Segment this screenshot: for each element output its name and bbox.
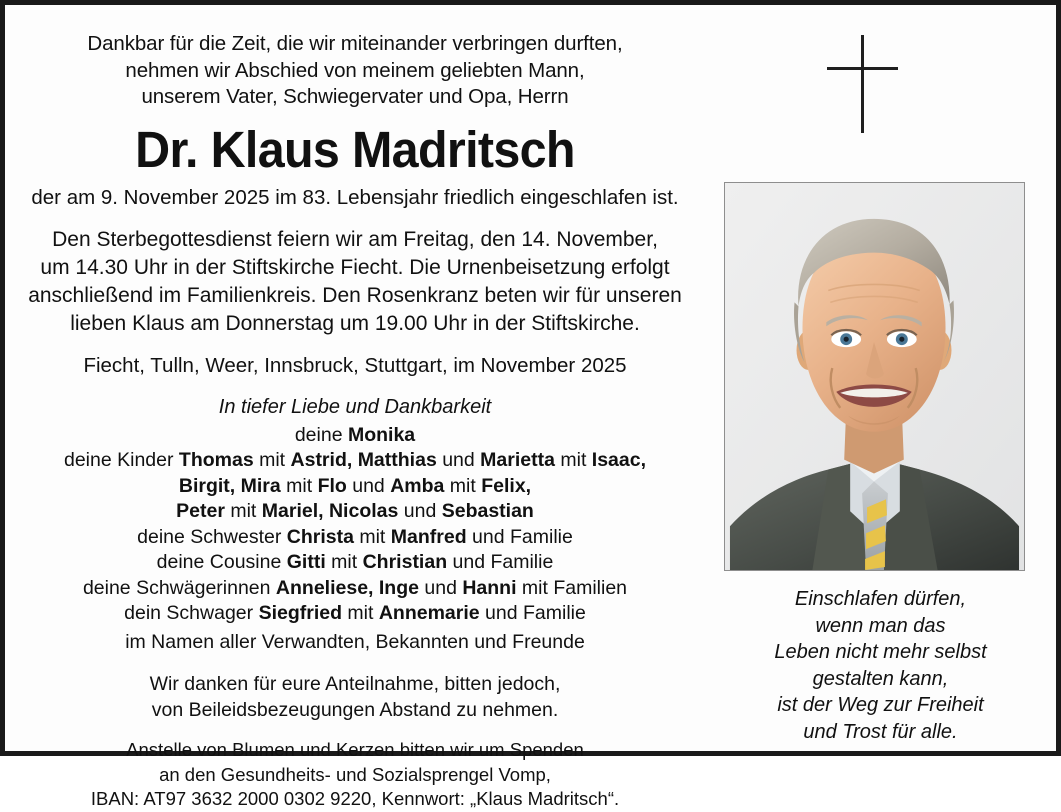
family-relation-text: mit	[554, 449, 592, 471]
intro-line-2: nehmen wir Abschied von meinem geliebten Mann,	[125, 58, 585, 82]
family-relation-text: deine Cousine	[156, 551, 287, 573]
places-line: Fiecht, Tulln, Weer, Innsbruck, Stuttgart, im November 2025	[83, 353, 627, 377]
family-member-name: Christa	[286, 525, 354, 548]
memorial-verse	[705, 586, 1056, 745]
obituary-side-column	[705, 5, 1056, 751]
donation-iban-line: IBAN: AT97 3632 2000 0302 9220, Kennwort: „Klaus Madritsch“.	[90, 788, 620, 809]
family-relation-text: mit	[224, 500, 262, 522]
family-member-name: Flo	[317, 474, 347, 497]
family-member-name: Gitti	[286, 551, 326, 573]
family-member-name: Sebastian	[441, 500, 534, 522]
thanks-line-2: von Beileidsbezeugungen Abstand zu nehmen.	[151, 699, 559, 721]
family-relation-text: deine Schwägerinnen	[82, 576, 276, 599]
intro-line-3: unserem Vater, Schwiegervater und Opa, Herrn	[141, 85, 569, 108]
obituary-text-column	[5, 5, 705, 809]
portrait-photo	[724, 182, 1025, 571]
family-line	[19, 499, 691, 525]
family-relation-text: mit	[353, 525, 391, 548]
age-line: der am 9. November 2025 im 83. Lebensjahr friedlich eingeschlafen ist.	[31, 185, 679, 209]
family-member-name: Amba	[390, 474, 445, 497]
family-member-name: Hanni	[462, 576, 517, 599]
family-line	[19, 525, 691, 551]
family-line	[19, 423, 691, 449]
family-relation-text: und	[346, 474, 391, 497]
family-member-name: Felix,	[481, 474, 532, 497]
family-line	[19, 550, 691, 576]
family-relation-text: und	[436, 449, 481, 471]
family-member-name: Isaac,	[591, 449, 647, 471]
family-member-name: Peter	[176, 500, 225, 522]
family-member-name: Thomas	[178, 449, 254, 471]
family-relation-text: mit	[280, 474, 318, 497]
family-relation-text: und	[418, 576, 463, 599]
family-line	[19, 448, 691, 474]
family-relation-text: und Familie	[447, 551, 554, 573]
family-relation-text: mit	[444, 474, 482, 497]
obituary-inner	[5, 5, 1056, 809]
service-line-2: um 14.30 Uhr in der Stiftskirche Fiecht. Die Urnenbeisetzung erfolgt	[40, 255, 670, 279]
family-member-name: Manfred	[390, 525, 467, 548]
family-member-name: Marietta	[480, 449, 555, 471]
donation-paragraph	[19, 738, 691, 812]
verse-line-5: ist der Weg zur Freiheit	[777, 694, 984, 716]
verse-line-4: gestalten kann,	[812, 667, 949, 690]
family-relation-text: mit	[342, 602, 379, 624]
family-relation-text: und Familie	[466, 525, 573, 548]
family-line	[19, 576, 691, 602]
family-relation-text: und Familie	[479, 602, 586, 624]
family-relation-text: und	[398, 500, 442, 522]
verse-line-3: Leben nicht mehr selbst	[774, 641, 987, 663]
service-paragraph	[19, 226, 691, 338]
family-member-name: Astrid, Matthias	[290, 449, 437, 471]
family-relation-text: dein Schwager	[124, 602, 259, 624]
family-list	[19, 423, 691, 627]
family-relation-text: mit	[325, 551, 363, 573]
deceased-name: Dr. Klaus Madritsch	[135, 120, 575, 178]
service-line-3: anschließend im Familienkreis. Den Rosenkranz beten wir für unseren	[28, 283, 682, 307]
family-relation-text: deine Kinder	[63, 449, 179, 471]
love-line: In tiefer Liebe und Dankbarkeit	[218, 395, 492, 418]
family-member-name: Anneliese, Inge	[275, 576, 419, 599]
verse-line-2: wenn man das	[815, 614, 946, 637]
family-line	[19, 474, 691, 500]
family-member-name: Mariel, Nicolas	[261, 500, 399, 522]
family-closing-line: im Namen aller Verwandten, Bekannten und Freunde	[125, 630, 585, 653]
family-member-name: Birgit, Mira	[178, 474, 281, 497]
cross-icon	[861, 35, 864, 133]
service-line-1: Den Sterbegottesdienst feiern wir am Freitag, den 14. November,	[52, 227, 658, 251]
intro-paragraph	[19, 31, 691, 111]
verse-line-6: und Trost für alle.	[803, 720, 958, 743]
family-relation-text: mit Familien	[516, 576, 628, 599]
family-relation-text: deine	[294, 423, 348, 446]
family-member-name: Siegfried	[258, 602, 342, 624]
family-relation-text: deine Schwester	[137, 525, 287, 548]
verse-line-1: Einschlafen dürfen,	[794, 588, 967, 610]
intro-line-1: Dankbar für die Zeit, die wir miteinander verbringen durften,	[87, 32, 623, 55]
family-member-name: Christian	[362, 551, 448, 573]
thanks-paragraph	[19, 671, 691, 723]
donation-line-2: an den Gesundheits- und Sozialsprengel Vomp,	[159, 763, 551, 785]
family-relation-text: mit	[253, 449, 291, 471]
service-line-4: lieben Klaus am Donnerstag um 19.00 Uhr in der Stiftskirche.	[70, 311, 640, 335]
thanks-line-1: Wir danken für eure Anteilnahme, bitten jedoch,	[149, 673, 561, 695]
family-member-name: Monika	[347, 423, 416, 446]
family-line	[19, 601, 691, 627]
family-member-name: Annemarie	[378, 602, 480, 624]
donation-line-1: Anstelle von Blumen und Kerzen bitten wir um Spenden	[126, 739, 584, 760]
